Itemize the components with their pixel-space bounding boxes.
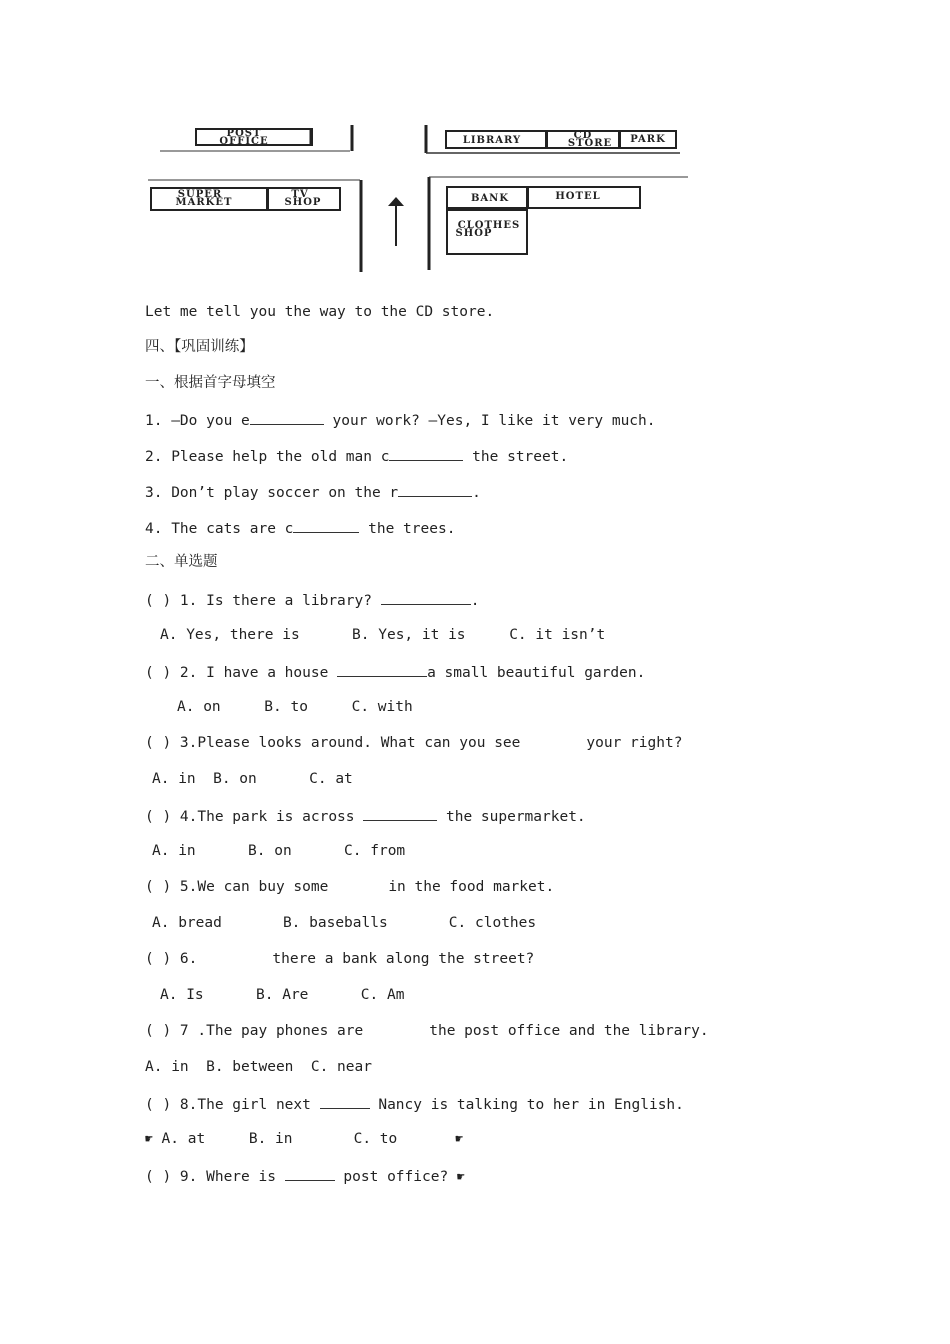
fill-question-1: 1. —Do you e your work? —Yes, I like it very much. bbox=[145, 410, 656, 430]
mc-options-3: A. in B. on C. at bbox=[152, 771, 353, 787]
mc-options-5: A. bread B. baseballs C. clothes bbox=[152, 915, 537, 931]
mc-question-8: ( ) 8.The girl next Nancy is talking to her in English. bbox=[145, 1094, 684, 1114]
post-office-box bbox=[196, 128, 312, 147]
mc-options-4: A. in B. on C. from bbox=[152, 843, 406, 859]
mc-options-2: A. on B. to C. with bbox=[177, 699, 413, 715]
tv-shop-label-2: SHOP bbox=[284, 197, 322, 208]
mc-options-1: A. Yes, there is B. Yes, it is C. it isn’t bbox=[160, 627, 606, 643]
cd-store-box bbox=[547, 130, 619, 149]
post-office-label-1: POST bbox=[226, 128, 262, 139]
intro-text: Let me tell you the way to the CD store. bbox=[145, 304, 495, 320]
bank-box bbox=[447, 187, 527, 208]
mc-question-9: ( ) 9. Where is post office? ☛ bbox=[145, 1166, 465, 1187]
library-label: LIBRARY bbox=[462, 135, 522, 146]
supermarket-label-2: MARKET bbox=[175, 197, 233, 208]
mc-options-8: ☛ A. at B. in C. to ☛ bbox=[145, 1131, 464, 1147]
hotel-label: HOTEL bbox=[555, 191, 601, 202]
tv-shop-label-1: TV bbox=[291, 189, 309, 200]
mc-options-7: A. in B. between C. near bbox=[145, 1059, 372, 1075]
park-label: PARK bbox=[630, 134, 666, 145]
mc-question-3: ( ) 3.Please looks around. What can you see your right? bbox=[145, 735, 683, 751]
clothes-shop-label-1: CLOTHES bbox=[457, 220, 521, 231]
mc-question-4: ( ) 4.The park is across the supermarket. bbox=[145, 806, 586, 826]
mc-question-2: ( ) 2. I have a house a small beautiful garden. bbox=[145, 662, 645, 682]
park-box bbox=[620, 131, 676, 148]
mc-question-1: ( ) 1. Is there a library? . bbox=[145, 590, 479, 610]
part-one-title: 一、根据首字母填空 bbox=[145, 375, 276, 391]
street-map bbox=[0, 0, 950, 290]
hotel-box bbox=[528, 187, 640, 208]
pointing-hand-icon: ☛ bbox=[145, 1132, 153, 1147]
cd-store-label-1: CD bbox=[573, 130, 593, 141]
pointing-hand-icon: ☛ bbox=[455, 1132, 464, 1147]
supermarket-box bbox=[151, 188, 267, 210]
north-arrow-icon bbox=[388, 197, 404, 246]
pointing-hand-icon: ☛ bbox=[456, 1170, 465, 1185]
fill-question-4: 4. The cats are c the trees. bbox=[145, 518, 455, 538]
clothes-shop-box bbox=[447, 210, 527, 254]
post-office-label-2: OFFICE bbox=[219, 136, 269, 147]
mc-question-6: ( ) 6. there a bank along the street? bbox=[145, 951, 535, 967]
supermarket-label-1: SUPER bbox=[177, 189, 223, 200]
section-four-heading: 四、【巩固训练】 bbox=[145, 339, 254, 355]
fill-question-2: 2. Please help the old man c the street. bbox=[145, 446, 568, 466]
part-two-title: 二、单选题 bbox=[145, 554, 218, 570]
clothes-shop-label-2: SHOP bbox=[455, 228, 493, 239]
library-box bbox=[446, 131, 546, 148]
fill-question-3: 3. Don’t play soccer on the r . bbox=[145, 482, 481, 502]
cd-store-label-2: STORE bbox=[567, 138, 613, 149]
mc-options-6: A. Is B. Are C. Am bbox=[160, 987, 405, 1003]
mc-question-7: ( ) 7 .The pay phones are the post office and the library. bbox=[145, 1023, 709, 1039]
bank-label: BANK bbox=[470, 193, 510, 204]
tv-shop-box bbox=[268, 188, 340, 210]
mc-question-5: ( ) 5.We can buy some in the food market. bbox=[145, 879, 555, 895]
